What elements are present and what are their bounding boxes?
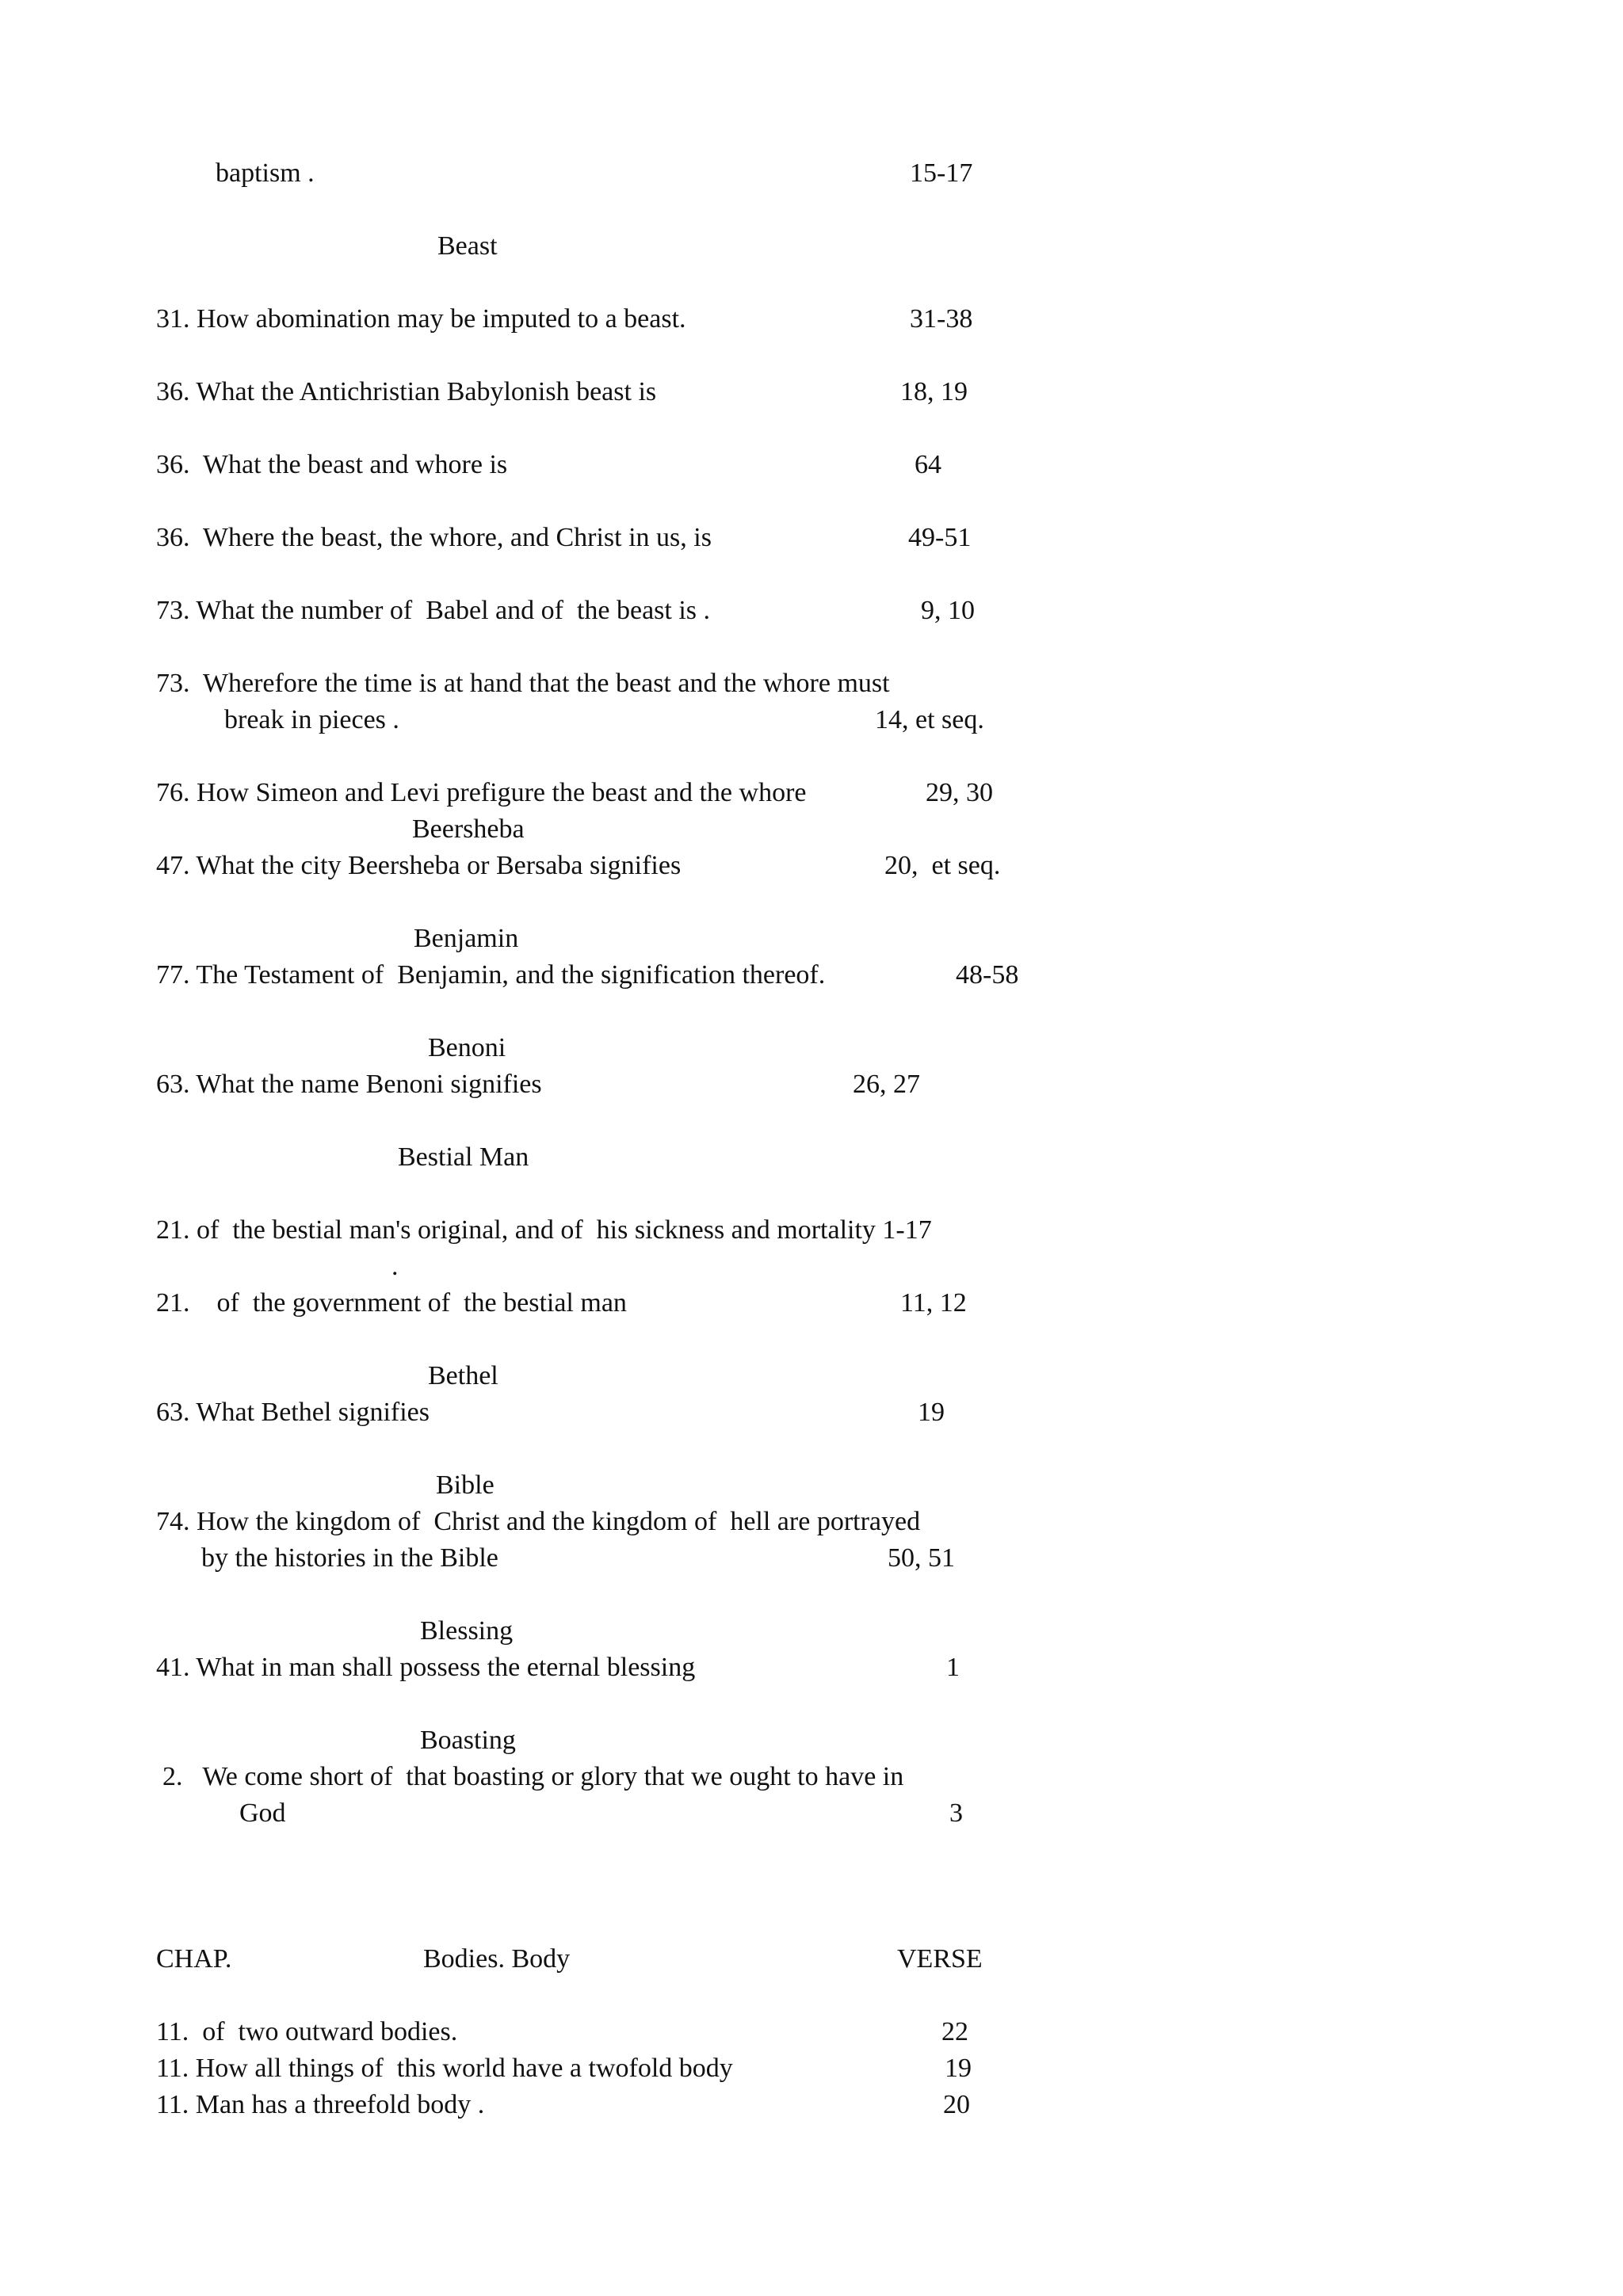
entry-verse: 11, 12: [900, 1288, 967, 1318]
entry-text: 73. What the number of Babel and of the beast is .: [156, 596, 711, 625]
entry-text: 41. What in man shall possess the eternal blessing: [156, 1653, 696, 1682]
section-heading: Boasting: [420, 1726, 516, 1755]
entry-verse: 9, 10: [921, 596, 975, 625]
entry-text: 21. of the government of the bestial man: [156, 1288, 627, 1318]
entry-text: 21. of the bestial man's original, and of his sickness and mortality 1-17: [156, 1215, 932, 1245]
entry-verse: 3: [949, 1798, 963, 1828]
section-heading: Bodies. Body: [423, 1944, 571, 1974]
entry-text-continued: by the histories in the Bible: [201, 1543, 498, 1573]
entry-verse: 20, et seq.: [884, 851, 1001, 880]
entry-verse: 50, 51: [888, 1543, 955, 1573]
section-heading: Beast: [437, 231, 498, 261]
entry-text-continued: .: [391, 1252, 399, 1281]
section-heading: Benoni: [428, 1033, 506, 1062]
entry-text: 11. Man has a threefold body .: [156, 2090, 485, 2119]
entry-verse: 31-38: [910, 304, 973, 334]
entry-verse: 14, et seq.: [875, 705, 984, 734]
entry-text: 47. What the city Beersheba or Bersaba signifies: [156, 851, 682, 880]
entry-text: 74. How the kingdom of Christ and the kingdom of hell are portrayed: [156, 1507, 921, 1536]
entry-text: 36. What the Antichristian Babylonish beast is: [156, 377, 657, 406]
section-heading: Bethel: [428, 1361, 498, 1390]
entry-text: 11. How all things of this world have a twofold body: [156, 2054, 733, 2083]
entry-text: 73. Wherefore the time is at hand that the beast and the whore must: [156, 669, 890, 698]
column-header-verse: VERSE: [897, 1944, 983, 1974]
section-heading: Blessing: [420, 1616, 514, 1646]
entry-verse: 20: [943, 2090, 970, 2119]
entry-verse: 48-58: [956, 960, 1019, 990]
entry-verse: 19: [918, 1398, 945, 1427]
section-heading: Benjamin: [414, 924, 519, 953]
entry-verse: 29, 30: [926, 778, 993, 807]
entry-text: 77. The Testament of Benjamin, and the signification thereof.: [156, 960, 826, 990]
entry-verse: 15-17: [910, 158, 973, 188]
entry-verse: 64: [915, 450, 941, 479]
entry-text-continued: God: [239, 1798, 286, 1828]
entry-text: 63. What the name Benoni signifies: [156, 1070, 542, 1099]
entry-verse: 49-51: [908, 523, 972, 552]
section-heading: Beersheba: [412, 814, 525, 844]
entry-verse: 1: [946, 1653, 960, 1682]
entry-verse: 19: [945, 2054, 972, 2083]
entry-verse: 22: [941, 2017, 968, 2046]
entry-text: 2. We come short of that boasting or glory that we ought to have in: [162, 1762, 904, 1791]
column-header-chap: CHAP.: [156, 1944, 232, 1974]
entry-text: 63. What Bethel signifies: [156, 1398, 430, 1427]
entry-text-continued: break in pieces .: [224, 705, 399, 734]
entry-text: 76. How Simeon and Levi prefigure the beast and the whore: [156, 778, 807, 807]
entry-text: 11. of two outward bodies.: [156, 2017, 458, 2046]
section-heading: Bible: [436, 1470, 495, 1500]
entry-text: 31. How abomination may be imputed to a beast.: [156, 304, 686, 334]
entry-text: 36. Where the beast, the whore, and Christ in us, is: [156, 523, 712, 552]
entry-text: 36. What the beast and whore is: [156, 450, 508, 479]
entry-verse: 18, 19: [900, 377, 968, 406]
entry-text: baptism .: [216, 158, 315, 188]
entry-verse: 26, 27: [853, 1070, 920, 1099]
section-heading: Bestial Man: [398, 1142, 529, 1172]
